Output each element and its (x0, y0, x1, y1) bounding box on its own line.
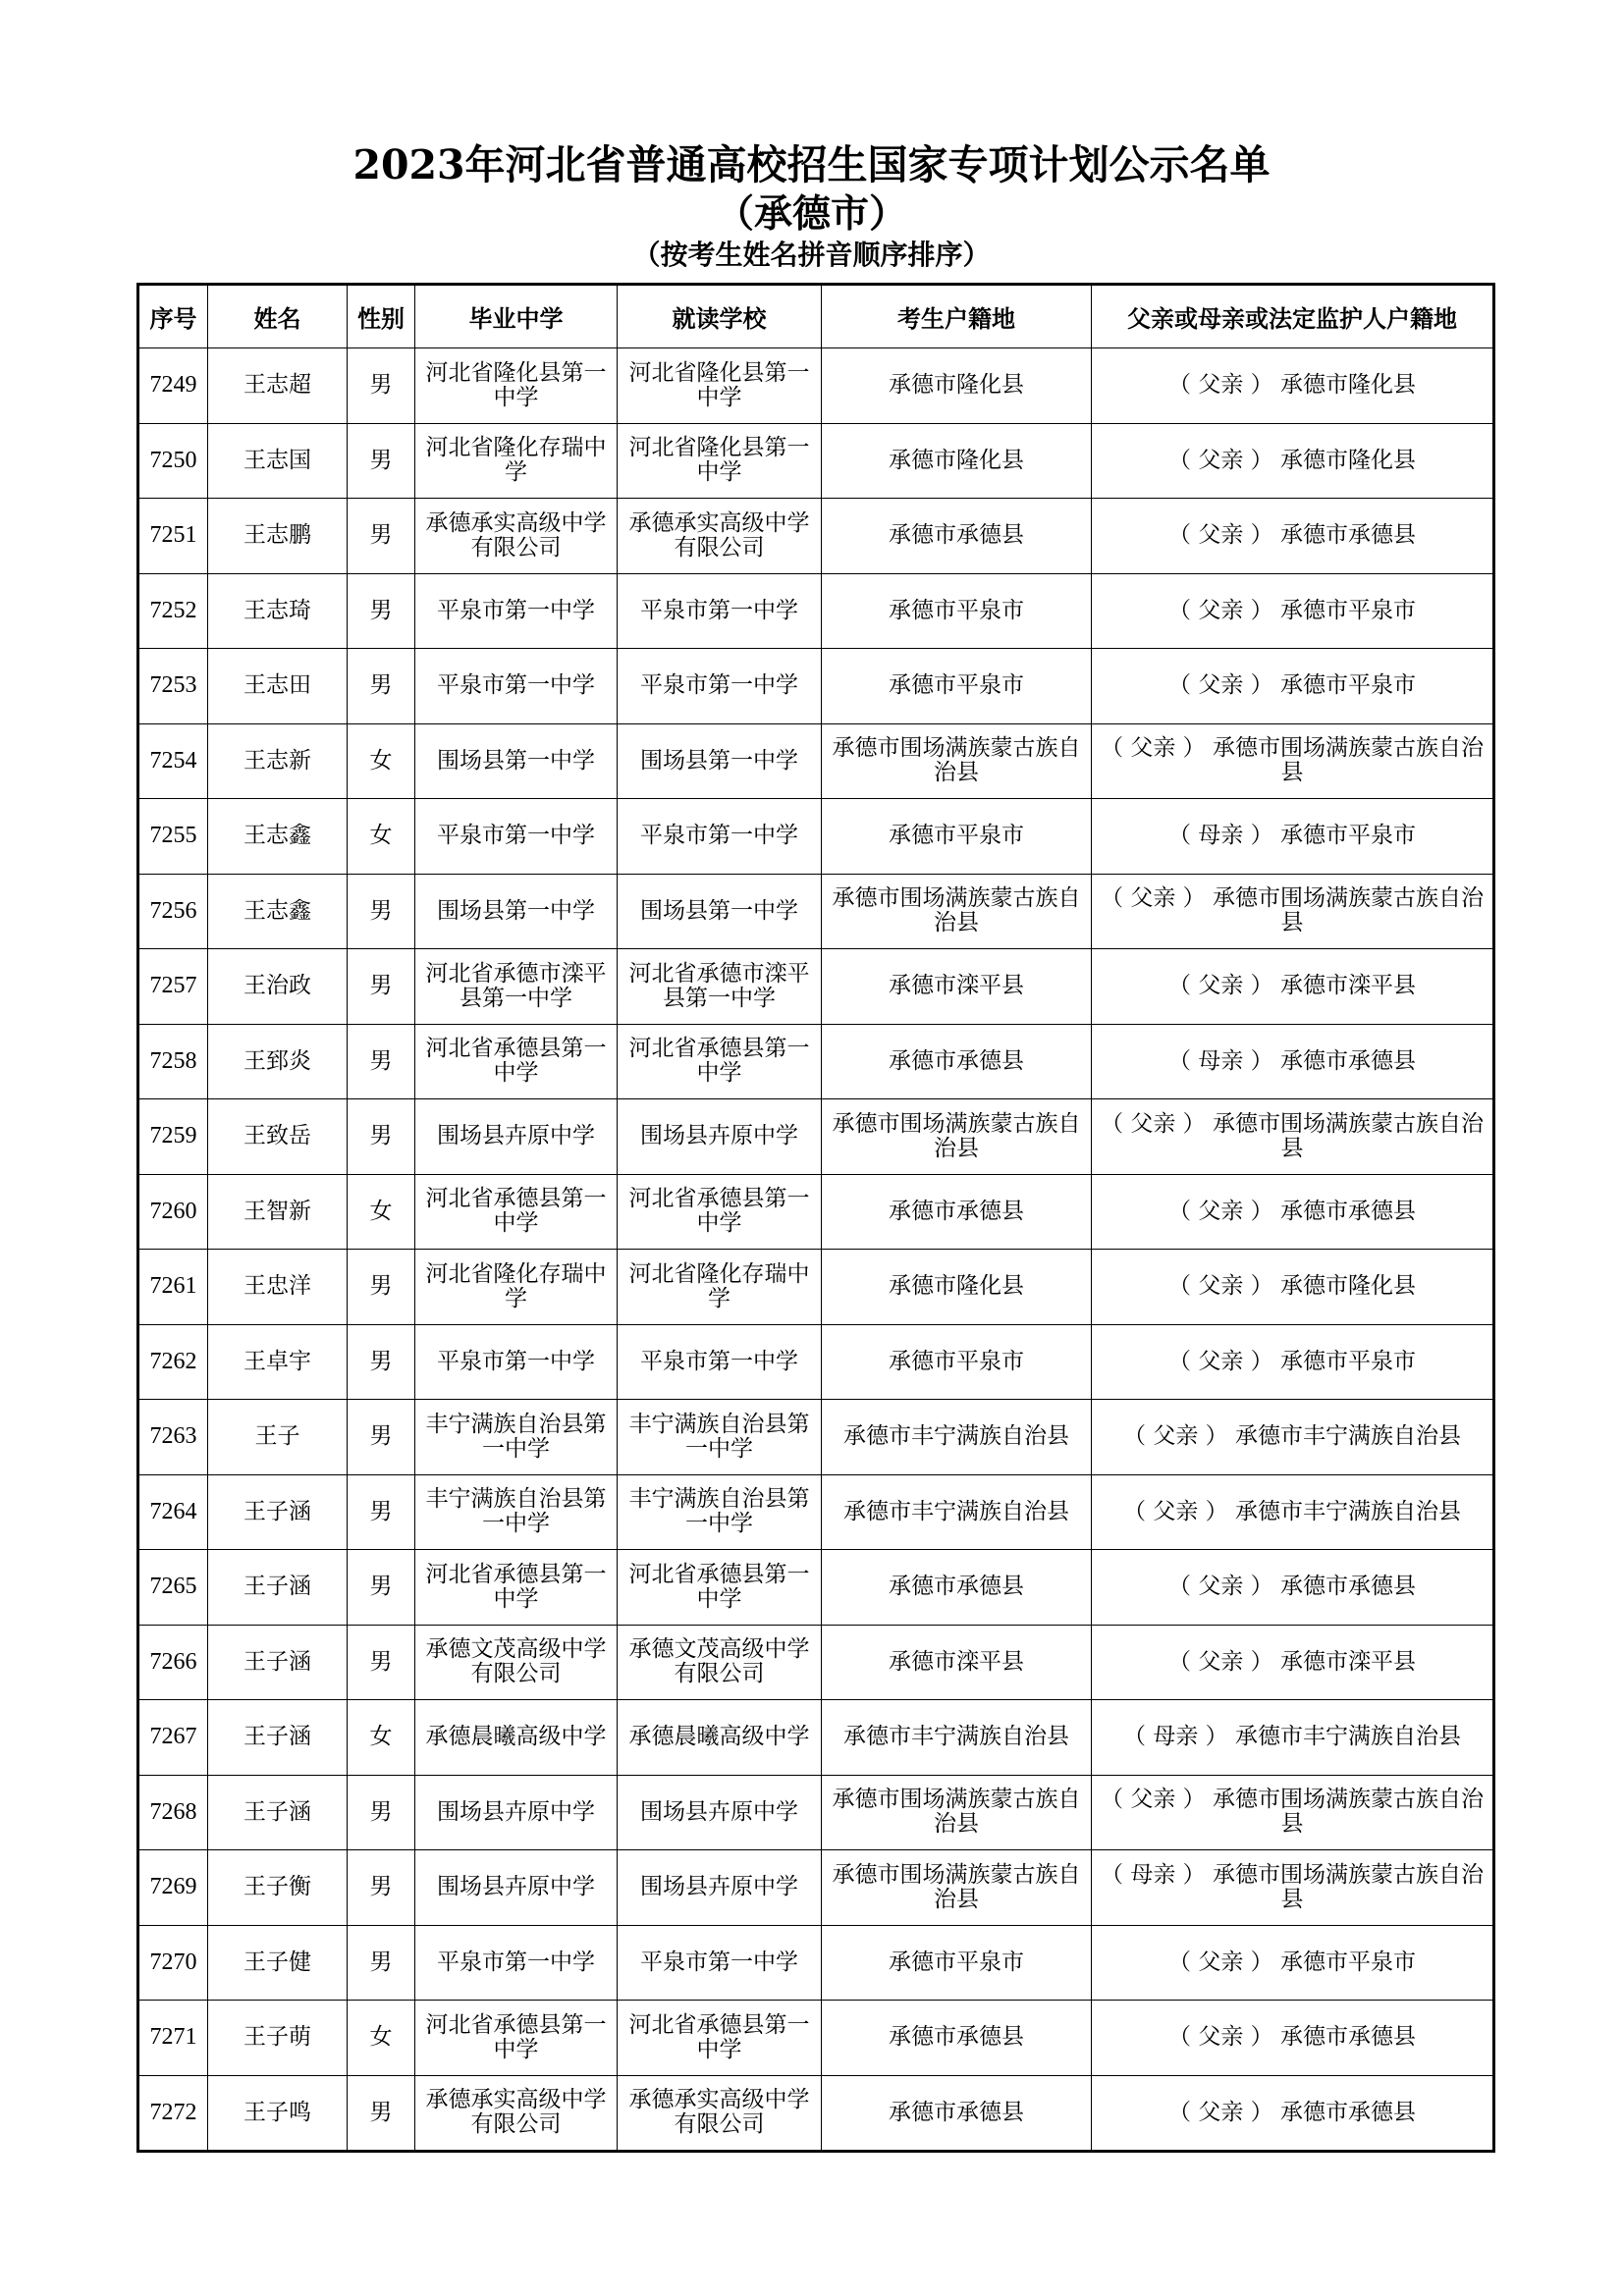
table-row (138, 799, 1494, 875)
cell-name: 王志鹏 (208, 499, 348, 574)
cell-graduation-school: 围场县第一中学 (415, 874, 618, 949)
cell-index: 7249 (138, 348, 208, 424)
cell-current-school: 河北省承德县第一中学 (618, 2001, 822, 2076)
cell-index: 7257 (138, 949, 208, 1025)
cell-guardian-domicile: （ 父亲 ） 承德市承德县 (1092, 2001, 1494, 2076)
cell-student-domicile: 承德市丰宁满族自治县 (822, 1474, 1092, 1550)
cell-index: 7250 (138, 423, 208, 499)
cell-graduation-school: 河北省隆化县第一中学 (415, 348, 618, 424)
cell-current-school: 河北省承德县第一中学 (618, 1174, 822, 1250)
header-index: 序号 (138, 285, 208, 348)
cell-index: 7260 (138, 1174, 208, 1250)
cell-name: 王子健 (208, 1925, 348, 2001)
cell-guardian-domicile: （ 父亲 ） 承德市平泉市 (1092, 1925, 1494, 2001)
cell-gender: 男 (348, 949, 415, 1025)
cell-gender: 男 (348, 1775, 415, 1850)
table-row (138, 1625, 1494, 1700)
cell-graduation-school: 平泉市第一中学 (415, 573, 618, 649)
document-subtitle: （承德市） (715, 191, 907, 237)
cell-gender: 女 (348, 723, 415, 799)
cell-student-domicile: 承德市滦平县 (822, 949, 1092, 1025)
cell-current-school: 围场县卉原中学 (618, 1775, 822, 1850)
cell-gender: 男 (348, 499, 415, 574)
cell-graduation-school: 河北省承德县第一中学 (415, 2001, 618, 2076)
cell-index: 7272 (138, 2075, 208, 2152)
cell-student-domicile: 承德市平泉市 (822, 799, 1092, 875)
cell-guardian-domicile: （ 父亲 ） 承德市围场满族蒙古族自治县 (1092, 1099, 1494, 1175)
cell-graduation-school: 围场县卉原中学 (415, 1775, 618, 1850)
table-row (138, 1174, 1494, 1250)
cell-index: 7268 (138, 1775, 208, 1850)
cell-student-domicile: 承德市滦平县 (822, 1625, 1092, 1700)
cell-index: 7263 (138, 1400, 208, 1475)
cell-guardian-domicile: （ 母亲 ） 承德市平泉市 (1092, 799, 1494, 875)
cell-index: 7271 (138, 2001, 208, 2076)
cell-graduation-school: 丰宁满族自治县第一中学 (415, 1400, 618, 1475)
cell-current-school: 平泉市第一中学 (618, 799, 822, 875)
cell-guardian-domicile: （ 父亲 ） 承德市平泉市 (1092, 1324, 1494, 1400)
cell-gender: 男 (348, 874, 415, 949)
cell-name: 王志田 (208, 649, 348, 724)
cell-index: 7253 (138, 649, 208, 724)
cell-name: 王治政 (208, 949, 348, 1025)
cell-student-domicile: 承德市承德县 (822, 499, 1092, 574)
cell-name: 王志鑫 (208, 874, 348, 949)
cell-index: 7265 (138, 1550, 208, 1626)
table-row (138, 1324, 1494, 1400)
cell-guardian-domicile: （ 父亲 ） 承德市平泉市 (1092, 649, 1494, 724)
cell-name: 王致岳 (208, 1099, 348, 1175)
cell-name: 王子涵 (208, 1775, 348, 1850)
cell-current-school: 丰宁满族自治县第一中学 (618, 1400, 822, 1475)
cell-student-domicile: 承德市隆化县 (822, 348, 1092, 424)
table-row (138, 2001, 1494, 2076)
cell-guardian-domicile: （ 母亲 ） 承德市丰宁满族自治县 (1092, 1700, 1494, 1776)
cell-student-domicile: 承德市隆化县 (822, 423, 1092, 499)
table-row (138, 2075, 1494, 2152)
cell-student-domicile: 承德市平泉市 (822, 573, 1092, 649)
cell-current-school: 河北省承德市滦平县第一中学 (618, 949, 822, 1025)
cell-name: 王子 (208, 1400, 348, 1475)
cell-gender: 男 (348, 1850, 415, 1926)
cell-current-school: 平泉市第一中学 (618, 573, 822, 649)
cell-current-school: 河北省隆化存瑞中学 (618, 1250, 822, 1325)
table-row (138, 573, 1494, 649)
cell-gender: 男 (348, 2075, 415, 2152)
cell-name: 王子鸣 (208, 2075, 348, 2152)
cell-current-school: 丰宁满族自治县第一中学 (618, 1474, 822, 1550)
cell-index: 7254 (138, 723, 208, 799)
header-student-domicile: 考生户籍地 (822, 285, 1092, 348)
cell-name: 王卓宇 (208, 1324, 348, 1400)
cell-student-domicile: 承德市围场满族蒙古族自治县 (822, 1099, 1092, 1175)
cell-current-school: 河北省承德县第一中学 (618, 1550, 822, 1626)
cell-gender: 女 (348, 2001, 415, 2076)
cell-graduation-school: 围场县第一中学 (415, 723, 618, 799)
cell-name: 王志琦 (208, 573, 348, 649)
cell-current-school: 承德文茂高级中学有限公司 (618, 1625, 822, 1700)
cell-guardian-domicile: （ 父亲 ） 承德市平泉市 (1092, 573, 1494, 649)
cell-current-school: 围场县卉原中学 (618, 1099, 822, 1175)
cell-guardian-domicile: （ 父亲 ） 承德市承德县 (1092, 1550, 1494, 1626)
cell-gender: 男 (348, 649, 415, 724)
cell-name: 王志鑫 (208, 799, 348, 875)
cell-graduation-school: 河北省承德县第一中学 (415, 1174, 618, 1250)
roster-table (136, 283, 1495, 2153)
cell-student-domicile: 承德市平泉市 (822, 1324, 1092, 1400)
cell-guardian-domicile: （ 父亲 ） 承德市承德县 (1092, 1174, 1494, 1250)
cell-student-domicile: 承德市隆化县 (822, 1250, 1092, 1325)
cell-guardian-domicile: （ 父亲 ） 承德市围场满族蒙古族自治县 (1092, 1775, 1494, 1850)
cell-student-domicile: 承德市承德县 (822, 1174, 1092, 1250)
cell-index: 7256 (138, 874, 208, 949)
cell-graduation-school: 河北省承德县第一中学 (415, 1550, 618, 1626)
table-row (138, 1700, 1494, 1776)
cell-index: 7251 (138, 499, 208, 574)
table-row (138, 423, 1494, 499)
document-title: 2023年河北省普通高校招生国家专项计划公示名单 (352, 141, 1271, 188)
cell-guardian-domicile: （ 父亲 ） 承德市承德县 (1092, 2075, 1494, 2152)
cell-gender: 男 (348, 348, 415, 424)
cell-gender: 男 (348, 1099, 415, 1175)
cell-current-school: 河北省隆化县第一中学 (618, 348, 822, 424)
table-row (138, 1099, 1494, 1175)
table-row (138, 1850, 1494, 1926)
cell-graduation-school: 承德文茂高级中学有限公司 (415, 1625, 618, 1700)
cell-graduation-school: 承德晨曦高级中学 (415, 1700, 618, 1776)
cell-name: 王智新 (208, 1174, 348, 1250)
cell-index: 7270 (138, 1925, 208, 2001)
table-row (138, 949, 1494, 1025)
cell-student-domicile: 承德市围场满族蒙古族自治县 (822, 1850, 1092, 1926)
cell-index: 7258 (138, 1024, 208, 1099)
cell-gender: 男 (348, 1925, 415, 2001)
table-body (138, 348, 1494, 2152)
cell-graduation-school: 平泉市第一中学 (415, 1925, 618, 2001)
header-gender: 性别 (348, 285, 415, 348)
cell-name: 王郅炎 (208, 1024, 348, 1099)
cell-student-domicile: 承德市围场满族蒙古族自治县 (822, 1775, 1092, 1850)
cell-student-domicile: 承德市平泉市 (822, 649, 1092, 724)
cell-current-school: 河北省隆化县第一中学 (618, 423, 822, 499)
cell-current-school: 河北省承德县第一中学 (618, 1024, 822, 1099)
cell-gender: 男 (348, 1550, 415, 1626)
cell-guardian-domicile: （ 父亲 ） 承德市隆化县 (1092, 423, 1494, 499)
cell-student-domicile: 承德市丰宁满族自治县 (822, 1400, 1092, 1475)
cell-gender: 男 (348, 1474, 415, 1550)
cell-guardian-domicile: （ 父亲 ） 承德市承德县 (1092, 499, 1494, 574)
table-row (138, 1400, 1494, 1475)
table-row (138, 1925, 1494, 2001)
cell-name: 王子涵 (208, 1700, 348, 1776)
cell-current-school: 平泉市第一中学 (618, 649, 822, 724)
cell-graduation-school: 丰宁满族自治县第一中学 (415, 1474, 618, 1550)
cell-current-school: 承德承实高级中学有限公司 (618, 499, 822, 574)
cell-student-domicile: 承德市平泉市 (822, 1925, 1092, 2001)
cell-graduation-school: 河北省承德市滦平县第一中学 (415, 949, 618, 1025)
table-row (138, 723, 1494, 799)
cell-current-school: 承德承实高级中学有限公司 (618, 2075, 822, 2152)
cell-graduation-school: 平泉市第一中学 (415, 649, 618, 724)
header-graduation-school: 毕业中学 (415, 285, 618, 348)
cell-index: 7261 (138, 1250, 208, 1325)
cell-guardian-domicile: （ 母亲 ） 承德市承德县 (1092, 1024, 1494, 1099)
cell-name: 王子萌 (208, 2001, 348, 2076)
cell-student-domicile: 承德市围场满族蒙古族自治县 (822, 723, 1092, 799)
cell-guardian-domicile: （ 父亲 ） 承德市丰宁满族自治县 (1092, 1474, 1494, 1550)
cell-gender: 女 (348, 1700, 415, 1776)
cell-index: 7252 (138, 573, 208, 649)
cell-graduation-school: 河北省隆化存瑞中学 (415, 1250, 618, 1325)
cell-student-domicile: 承德市丰宁满族自治县 (822, 1700, 1092, 1776)
cell-graduation-school: 围场县卉原中学 (415, 1850, 618, 1926)
table-row (138, 499, 1494, 574)
cell-gender: 男 (348, 1324, 415, 1400)
cell-guardian-domicile: （ 父亲 ） 承德市滦平县 (1092, 949, 1494, 1025)
cell-current-school: 平泉市第一中学 (618, 1925, 822, 2001)
cell-gender: 男 (348, 1400, 415, 1475)
cell-student-domicile: 承德市围场满族蒙古族自治县 (822, 874, 1092, 949)
sort-note: （按考生姓名拼音顺序排序） (632, 239, 991, 271)
cell-graduation-school: 河北省承德县第一中学 (415, 1024, 618, 1099)
cell-index: 7262 (138, 1324, 208, 1400)
table-row (138, 1250, 1494, 1325)
cell-guardian-domicile: （ 父亲 ） 承德市隆化县 (1092, 1250, 1494, 1325)
cell-student-domicile: 承德市承德县 (822, 2075, 1092, 2152)
table-row (138, 649, 1494, 724)
cell-guardian-domicile: （ 父亲 ） 承德市隆化县 (1092, 348, 1494, 424)
cell-current-school: 围场县第一中学 (618, 874, 822, 949)
cell-name: 王志超 (208, 348, 348, 424)
cell-graduation-school: 平泉市第一中学 (415, 799, 618, 875)
cell-gender: 男 (348, 1625, 415, 1700)
header-name: 姓名 (208, 285, 348, 348)
cell-graduation-school: 围场县卉原中学 (415, 1099, 618, 1175)
cell-name: 王志新 (208, 723, 348, 799)
cell-student-domicile: 承德市承德县 (822, 2001, 1092, 2076)
cell-name: 王忠洋 (208, 1250, 348, 1325)
cell-gender: 女 (348, 799, 415, 875)
cell-student-domicile: 承德市承德县 (822, 1550, 1092, 1626)
cell-graduation-school: 平泉市第一中学 (415, 1324, 618, 1400)
cell-name: 王子衡 (208, 1850, 348, 1926)
cell-current-school: 承德晨曦高级中学 (618, 1700, 822, 1776)
cell-graduation-school: 承德承实高级中学有限公司 (415, 2075, 618, 2152)
cell-current-school: 围场县第一中学 (618, 723, 822, 799)
cell-index: 7267 (138, 1700, 208, 1776)
cell-gender: 女 (348, 1174, 415, 1250)
cell-student-domicile: 承德市承德县 (822, 1024, 1092, 1099)
cell-index: 7264 (138, 1474, 208, 1550)
cell-index: 7255 (138, 799, 208, 875)
table-row (138, 1024, 1494, 1099)
cell-graduation-school: 承德承实高级中学有限公司 (415, 499, 618, 574)
cell-gender: 男 (348, 1250, 415, 1325)
header-current-school: 就读学校 (618, 285, 822, 348)
table-row (138, 1775, 1494, 1850)
table-row (138, 874, 1494, 949)
cell-graduation-school: 河北省隆化存瑞中学 (415, 423, 618, 499)
cell-name: 王子涵 (208, 1625, 348, 1700)
cell-guardian-domicile: （ 父亲 ） 承德市滦平县 (1092, 1625, 1494, 1700)
cell-gender: 男 (348, 573, 415, 649)
header-guardian-domicile: 父亲或母亲或法定监护人户籍地 (1092, 285, 1494, 348)
cell-index: 7259 (138, 1099, 208, 1175)
cell-current-school: 平泉市第一中学 (618, 1324, 822, 1400)
cell-gender: 男 (348, 1024, 415, 1099)
table-header-row (138, 285, 1494, 348)
table-row (138, 348, 1494, 424)
cell-name: 王子涵 (208, 1474, 348, 1550)
cell-index: 7269 (138, 1850, 208, 1926)
cell-name: 王志国 (208, 423, 348, 499)
cell-guardian-domicile: （ 父亲 ） 承德市围场满族蒙古族自治县 (1092, 874, 1494, 949)
table-row (138, 1474, 1494, 1550)
cell-name: 王子涵 (208, 1550, 348, 1626)
cell-guardian-domicile: （ 母亲 ） 承德市围场满族蒙古族自治县 (1092, 1850, 1494, 1926)
cell-guardian-domicile: （ 父亲 ） 承德市丰宁满族自治县 (1092, 1400, 1494, 1475)
cell-index: 7266 (138, 1625, 208, 1700)
cell-guardian-domicile: （ 父亲 ） 承德市围场满族蒙古族自治县 (1092, 723, 1494, 799)
cell-gender: 男 (348, 423, 415, 499)
table-row (138, 1550, 1494, 1626)
cell-current-school: 围场县卉原中学 (618, 1850, 822, 1926)
